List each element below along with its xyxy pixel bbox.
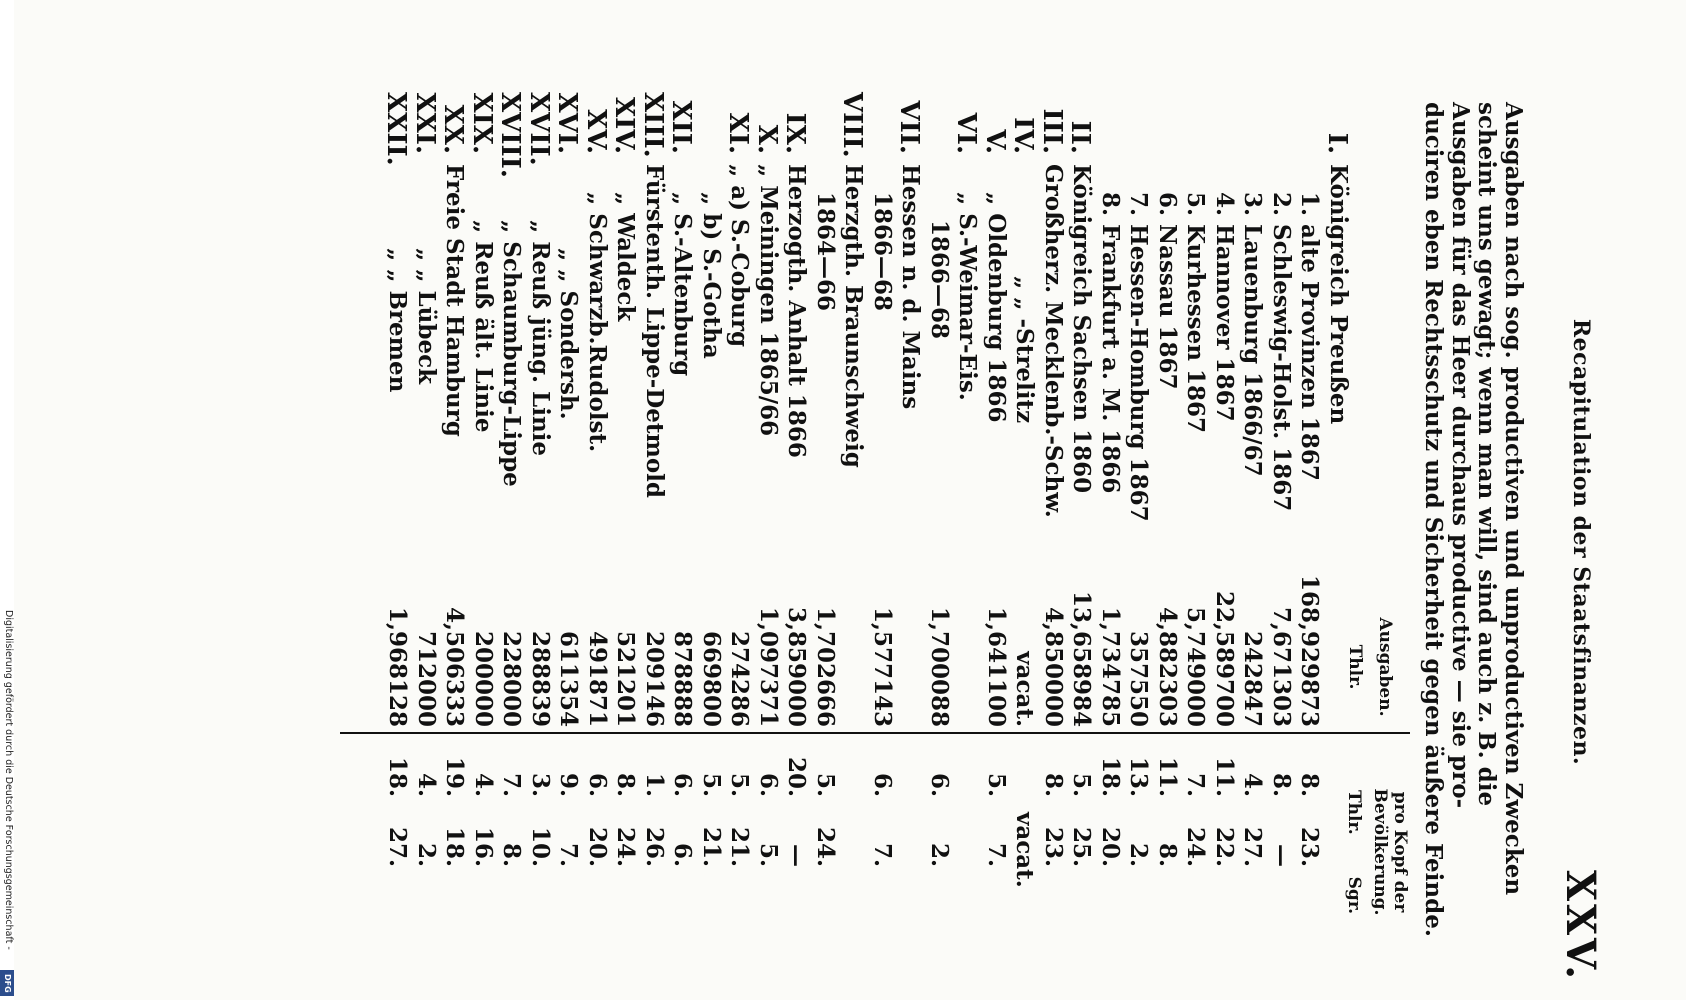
intro-line: scheint uns gewagt; wenn man will, sind auch z. B. die — [1473, 102, 1501, 807]
table-row — [526, 92, 555, 992]
expenditure-amount: 4,506333 — [441, 606, 469, 727]
table-row — [1039, 92, 1068, 992]
state-name: „ Schwarzb.Rudolst. — [584, 192, 611, 453]
rotated-page — [170, 92, 1610, 992]
per-capita-silbergroschen: 7. — [869, 842, 896, 867]
per-capita-thaler: 11. — [1211, 756, 1238, 797]
per-capita-silbergroschen: 24. — [612, 826, 640, 867]
state-name: 1866—68 — [926, 220, 953, 340]
table-row — [868, 92, 897, 992]
expenditure-amount: 669800 — [698, 630, 725, 727]
per-capita-silbergroschen: — — [783, 844, 811, 867]
state-name: „ Schaumburg-Lippe — [498, 220, 526, 487]
state-name: Herzogth. Anhalt 1866 — [783, 164, 811, 458]
state-name: „ S.-Altenburg — [669, 192, 697, 377]
state-name: „ Meiningen 1865/66 — [755, 164, 782, 437]
state-name: Freie Stadt Hamburg — [441, 164, 469, 437]
per-capita-silbergroschen: 5. — [755, 842, 782, 867]
table-row — [440, 92, 469, 992]
state-name: Herzgth. Braunschweig — [840, 164, 868, 468]
per-capita-thaler: 4. — [413, 772, 440, 797]
table-row — [982, 92, 1011, 992]
row-number: V. — [980, 129, 1010, 154]
table-row — [383, 92, 412, 992]
table-row — [640, 92, 669, 992]
row-number: IX. — [780, 112, 811, 154]
table-row — [412, 92, 441, 992]
state-name: Königreich Preußen — [1325, 164, 1352, 425]
intro-line: Ausgaben für das Heer durchaus productive — sie pro- — [1447, 102, 1474, 809]
per-capita-silbergroschen: 22. — [1211, 826, 1238, 867]
per-capita-silbergroschen: 7. — [555, 842, 583, 867]
table-row — [668, 92, 697, 992]
per-capita-thaler: 13. — [1125, 756, 1153, 797]
state-name: 1866—68 — [869, 192, 896, 312]
row-number: XVIII. — [495, 92, 526, 178]
expenditure-amount: 4,882303 — [1154, 606, 1181, 727]
column-header-ausgaben — [1345, 567, 1395, 767]
expenditure-amount: vacat. — [1011, 651, 1039, 727]
per-capita-silbergroschen: 23. — [1040, 826, 1067, 867]
row-number: IV. — [1008, 117, 1039, 154]
row-number: VII. — [894, 100, 925, 154]
finance-table — [383, 92, 1352, 992]
row-number: XIV. — [609, 96, 640, 154]
row-number: VI. — [951, 112, 982, 154]
state-name: Fürstenth. Lippe-Detmold — [641, 164, 668, 499]
per-capita-thaler: 3. — [527, 772, 554, 797]
row-number: XXII. — [381, 92, 412, 166]
state-name: „ a) S.-Coburg — [726, 164, 754, 348]
state-name: „ Waldeck — [612, 192, 640, 322]
intro-line: duciren eben Rechtsschutz und Sicherheit gegen äußere Feinde. — [1420, 102, 1448, 937]
row-number: XII. — [666, 100, 697, 154]
row-number: I. — [1322, 132, 1352, 154]
table-row — [554, 92, 583, 992]
expenditure-amount: 491871 — [584, 630, 611, 727]
per-capita-thaler: 5. — [726, 772, 754, 797]
row-number: XI. — [723, 112, 754, 154]
per-capita-silbergroschen: 7. — [983, 842, 1010, 867]
per-capita-silbergroschen: — — [1268, 844, 1295, 867]
state-name: „ b) S.-Gotha — [698, 192, 725, 359]
per-capita-silbergroschen: 27. — [384, 826, 412, 867]
per-capita-thaler: 7. — [498, 772, 526, 797]
digitization-credit: Digitalisierung gefördert durch die Deutsche Forschungsgemeinschaft - — [3, 610, 14, 950]
per-capita-thaler: 5. — [983, 772, 1010, 797]
per-capita-silbergroschen: 23. — [1296, 826, 1324, 867]
expenditure-amount: 22,589700 — [1211, 590, 1238, 727]
table-row — [782, 92, 811, 992]
per-capita-silbergroschen: 20. — [1097, 826, 1124, 867]
per-capita-silbergroschen: 21. — [726, 826, 754, 867]
intro-paragraph — [1420, 102, 1526, 962]
state-name: „ „ Bremen — [384, 248, 412, 393]
expenditure-amount: 1,702666 — [812, 606, 839, 727]
running-head — [1550, 92, 1610, 992]
row-number: X. — [752, 124, 782, 154]
table-row — [1238, 92, 1267, 992]
per-capita-thaler: 5. — [698, 772, 725, 797]
per-capita-silbergroschen: 16. — [470, 826, 497, 867]
table-row — [1267, 92, 1296, 992]
state-name: „ „ -Strelitz — [1011, 276, 1039, 424]
header-thlr: Thlr. — [1345, 644, 1365, 690]
per-capita-silbergroschen: 25. — [1068, 826, 1096, 867]
per-capita-silbergroschen: 2. — [413, 842, 440, 867]
running-title: Recapitulation der Staatsfinanzen. — [1568, 318, 1594, 766]
expenditure-amount: 274286 — [726, 630, 754, 727]
state-name: 7. Hessen-Homburg 1867 — [1125, 192, 1153, 522]
expenditure-amount: 357550 — [1125, 630, 1153, 727]
table-row — [896, 92, 925, 992]
table-row — [469, 92, 498, 992]
per-capita-silbergroschen: 2. — [926, 842, 953, 867]
expenditure-amount: 7,671303 — [1268, 606, 1295, 727]
state-name: 6. Nassau 1867 — [1154, 192, 1181, 390]
state-name: „ „ Lübeck — [413, 248, 440, 385]
per-capita-thaler: 6. — [669, 772, 697, 797]
expenditure-amount: 3,859000 — [783, 606, 811, 727]
table-row — [1067, 92, 1096, 992]
per-capita-thaler: 4. — [470, 772, 497, 797]
page-number: XXV. — [1557, 869, 1604, 982]
per-capita-thaler: 18. — [1097, 756, 1124, 797]
table-row — [1010, 92, 1039, 992]
intro-line: Ausgaben nach sog. productiven und unproductiven Zwecken — [1500, 102, 1527, 896]
expenditure-amount: 878888 — [669, 630, 697, 727]
expenditure-amount: 13,658984 — [1068, 590, 1096, 727]
state-name: 1864—66 — [812, 192, 839, 312]
row-number: VIII. — [837, 92, 868, 158]
expenditure-amount: 1,641100 — [983, 606, 1010, 727]
table-row — [754, 92, 783, 992]
expenditure-amount: 1,700088 — [926, 606, 953, 727]
table-row — [583, 92, 612, 992]
row-number: XVII. — [524, 92, 554, 166]
expenditure-amount: 1,734785 — [1097, 606, 1124, 727]
per-capita-silbergroschen: 8. — [498, 842, 526, 867]
state-name: 3. Lauenburg 1866/67 — [1239, 192, 1267, 477]
column-header-pro-kopf — [1344, 762, 1410, 942]
expenditure-amount: 5,749000 — [1182, 606, 1210, 727]
per-capita-thaler: 6. — [584, 772, 611, 797]
table-row — [1324, 92, 1353, 992]
table-row — [1181, 92, 1210, 992]
per-capita-silbergroschen: 6. — [669, 842, 697, 867]
expenditure-amount: 521201 — [612, 630, 640, 727]
per-capita-silbergroschen: 27. — [1239, 826, 1267, 867]
header-pro-kopf-2: Bevölkerung. — [1370, 788, 1390, 916]
state-name: „ Oldenburg 1866 — [983, 192, 1010, 423]
expenditure-amount: 1,968128 — [384, 606, 412, 727]
state-name: 1. alte Provinzen 1867 — [1296, 192, 1324, 481]
expenditure-amount: 288839 — [527, 630, 554, 727]
row-number: XX. — [438, 104, 469, 154]
table-row — [1096, 92, 1125, 992]
state-name: „ Reuß ält. Linie — [470, 220, 497, 433]
per-capita-thaler: 6. — [869, 772, 896, 797]
table-row — [1153, 92, 1182, 992]
table-row — [697, 92, 726, 992]
header-sgr: Sgr. — [1344, 876, 1364, 915]
expenditure-amount: 4,850000 — [1040, 606, 1067, 727]
row-number: XXI. — [410, 92, 440, 154]
row-number: XV. — [581, 109, 611, 154]
table-row — [839, 92, 868, 992]
per-capita-thaler: 6. — [926, 772, 953, 797]
per-capita-silbergroschen: 10. — [527, 826, 554, 867]
expenditure-amount: 200000 — [470, 630, 497, 727]
table-row — [953, 92, 982, 992]
header-thlr-2: Thlr. — [1344, 789, 1364, 835]
per-capita-silbergroschen: 24. — [1182, 826, 1210, 867]
expenditure-amount: 611354 — [555, 630, 583, 727]
per-capita-silbergroschen: 26. — [641, 826, 668, 867]
per-capita-thaler: 8. — [1296, 772, 1324, 797]
table-row — [611, 92, 640, 992]
state-name: Königreich Sachsen 1860 — [1068, 164, 1096, 494]
per-capita-thaler: 7. — [1182, 772, 1210, 797]
dfg-logo: DFG — [0, 970, 14, 996]
expenditure-amount: 209146 — [641, 630, 668, 727]
expenditure-amount: 242847 — [1239, 630, 1267, 727]
per-capita-silbergroschen: 18. — [441, 826, 469, 867]
per-capita-thaler: 8. — [612, 772, 640, 797]
state-name: Großherz. Mecklenb.-Schw. — [1040, 164, 1067, 518]
table-row — [497, 92, 526, 992]
state-name: „ Reuß jüng. Linie — [527, 220, 554, 457]
table-row — [811, 92, 840, 992]
per-capita-thaler: 6. — [755, 772, 782, 797]
per-capita-thaler: 9. — [555, 772, 583, 797]
state-name: 4. Hannover 1867 — [1211, 192, 1238, 422]
per-capita-thaler: 5. — [812, 772, 839, 797]
row-number: II. — [1065, 120, 1096, 154]
per-capita-thaler: 11. — [1154, 756, 1181, 797]
expenditure-amount: 168,929873 — [1296, 574, 1324, 727]
state-name: „ S.-Weimar-Eis. — [954, 192, 982, 401]
table-row — [1295, 92, 1324, 992]
per-capita-thaler: 8. — [1268, 772, 1295, 797]
row-number: III. — [1037, 108, 1067, 154]
expenditure-amount: 228000 — [498, 630, 526, 727]
per-capita-thaler: 19. — [441, 756, 469, 797]
per-capita-silbergroschen: 24. — [812, 826, 839, 867]
per-capita-silbergroschen: vacat. — [1011, 812, 1039, 888]
table-row — [1210, 92, 1239, 992]
expenditure-amount: 1,097371 — [755, 606, 782, 727]
row-number: XIII. — [638, 92, 668, 158]
table-row — [925, 92, 954, 992]
expenditure-amount: 1,577143 — [869, 606, 896, 727]
per-capita-silbergroschen: 2. — [1125, 842, 1153, 867]
state-name: „ „ Sondersh. — [555, 248, 583, 420]
state-name: 5. Kurhessen 1867 — [1182, 192, 1210, 433]
per-capita-silbergroschen: 20. — [584, 826, 611, 867]
per-capita-silbergroschen: 21. — [698, 826, 725, 867]
state-name: 2. Schleswig-Holst. 1867 — [1268, 192, 1295, 512]
table-row — [1124, 92, 1153, 992]
state-name: Hessen n. d. Mains — [897, 164, 925, 410]
row-number: XVI. — [552, 92, 583, 154]
per-capita-thaler: 4. — [1239, 772, 1267, 797]
row-number: XIX. — [467, 92, 497, 154]
state-name: 8. Frankfurt a. M. 1866 — [1097, 192, 1124, 494]
per-capita-thaler: 18. — [384, 756, 412, 797]
header-pro-kopf-1: pro Kopf der — [1390, 791, 1410, 913]
per-capita-thaler: 20. — [783, 756, 811, 797]
per-capita-thaler: 1. — [641, 772, 668, 797]
table-row — [725, 92, 754, 992]
per-capita-thaler: 8. — [1040, 772, 1067, 797]
per-capita-thaler: 5. — [1068, 772, 1096, 797]
per-capita-silbergroschen: 8. — [1154, 842, 1181, 867]
expenditure-amount: 712000 — [413, 630, 440, 727]
header-ausgaben: Ausgaben. — [1375, 617, 1395, 717]
